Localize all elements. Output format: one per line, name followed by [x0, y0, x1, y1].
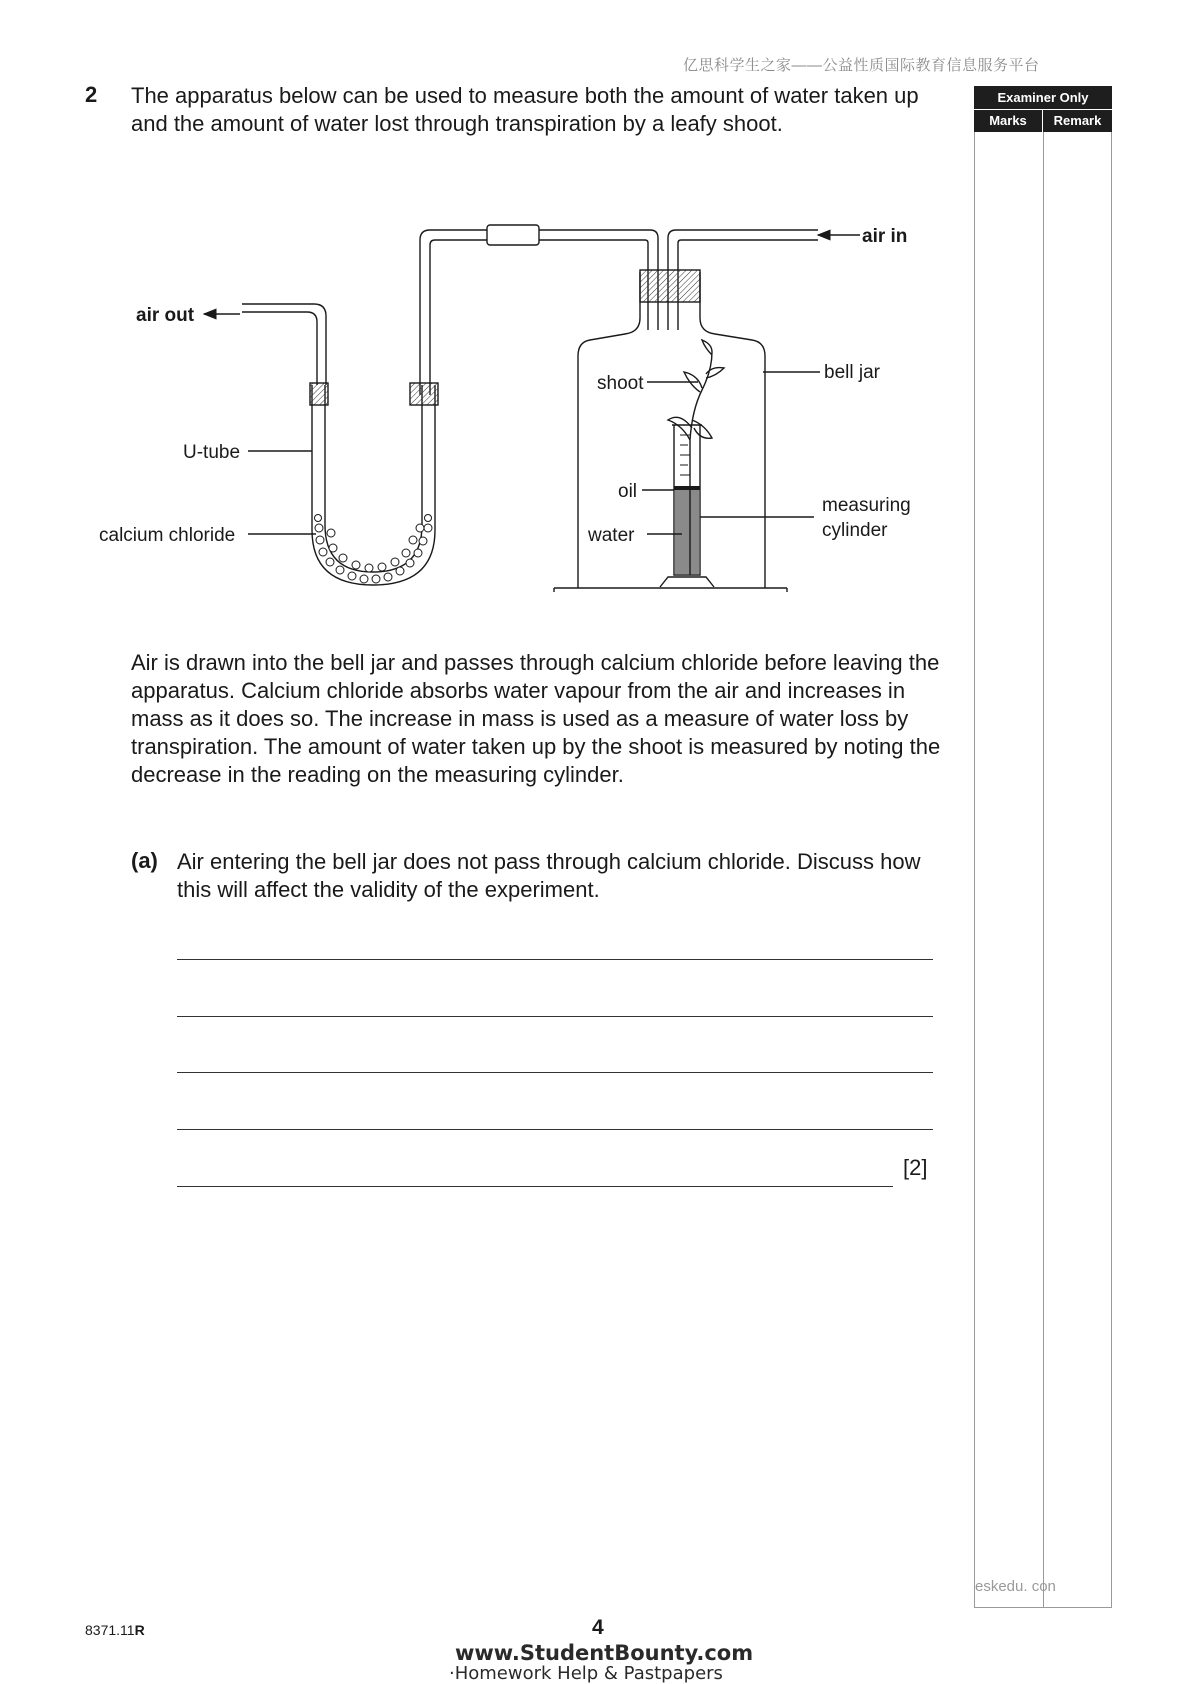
apparatus-diagram — [0, 0, 1191, 640]
marks-column-header: Marks — [974, 110, 1042, 132]
part-a-marks: [2] — [903, 1155, 928, 1180]
label-air-in: air in — [862, 226, 908, 247]
label-air-out: air out — [136, 305, 195, 326]
part-a-label: (a) — [131, 848, 158, 873]
u-tube — [310, 383, 438, 585]
label-calcium-chloride: calcium chloride — [99, 525, 236, 546]
question-intro: The apparatus below can be used to measure both the amount of water taken up and the amount of water lost through transpiration by a leafy shoot. — [131, 83, 919, 136]
answer-line[interactable] — [177, 1186, 893, 1187]
question-number: 2 — [85, 82, 98, 107]
answer-line[interactable] — [177, 1072, 933, 1073]
label-measuring: measuring — [822, 495, 911, 516]
answer-line[interactable] — [177, 1016, 933, 1017]
question-body: Air is drawn into the bell jar and passes through calcium chloride before leaving the apparatus. Calcium chloride absorbs water vapour from the air and increases in mass as it does so. The increase in mass is used as a measure of water loss by transpiration. The amount of water taken up by the shoot is measured by noting the decrease in the reading on the measuring cylinder. — [131, 650, 941, 787]
header-watermark: 亿思科学生之家——公益性质国际教育信息服务平台 — [683, 57, 1040, 74]
label-water: water — [588, 525, 635, 546]
label-bell-jar: bell jar — [824, 362, 880, 383]
studentbounty-site: www.StudentBounty.com — [455, 1641, 754, 1665]
page-number: 4 — [592, 1616, 604, 1639]
label-u-tube: U-tube — [183, 442, 241, 463]
footer-watermark: eskedu. con — [975, 1578, 1056, 1595]
measuring-cylinder — [660, 425, 714, 587]
label-cylinder: cylinder — [822, 520, 888, 541]
air-outlet-tube — [242, 304, 326, 385]
answer-line[interactable] — [177, 1129, 933, 1130]
paper-code-number: 8371.11 — [85, 1622, 135, 1638]
paper-code — [85, 1622, 145, 1638]
connecting-tube — [420, 225, 658, 395]
remark-column-header: Remark — [1043, 110, 1112, 132]
label-oil: oil — [618, 481, 638, 502]
part-a-text: Air entering the bell jar does not pass through calcium chloride. Discuss how this will affect the validity of the experiment. — [177, 849, 921, 902]
studentbounty-tagline: ·Homework Help & Pastpapers — [449, 1663, 723, 1684]
answer-line[interactable] — [177, 959, 933, 960]
label-shoot: shoot — [597, 373, 644, 394]
paper-code-suffix: R — [134, 1622, 145, 1638]
examiner-only-header: Examiner Only — [974, 86, 1112, 109]
